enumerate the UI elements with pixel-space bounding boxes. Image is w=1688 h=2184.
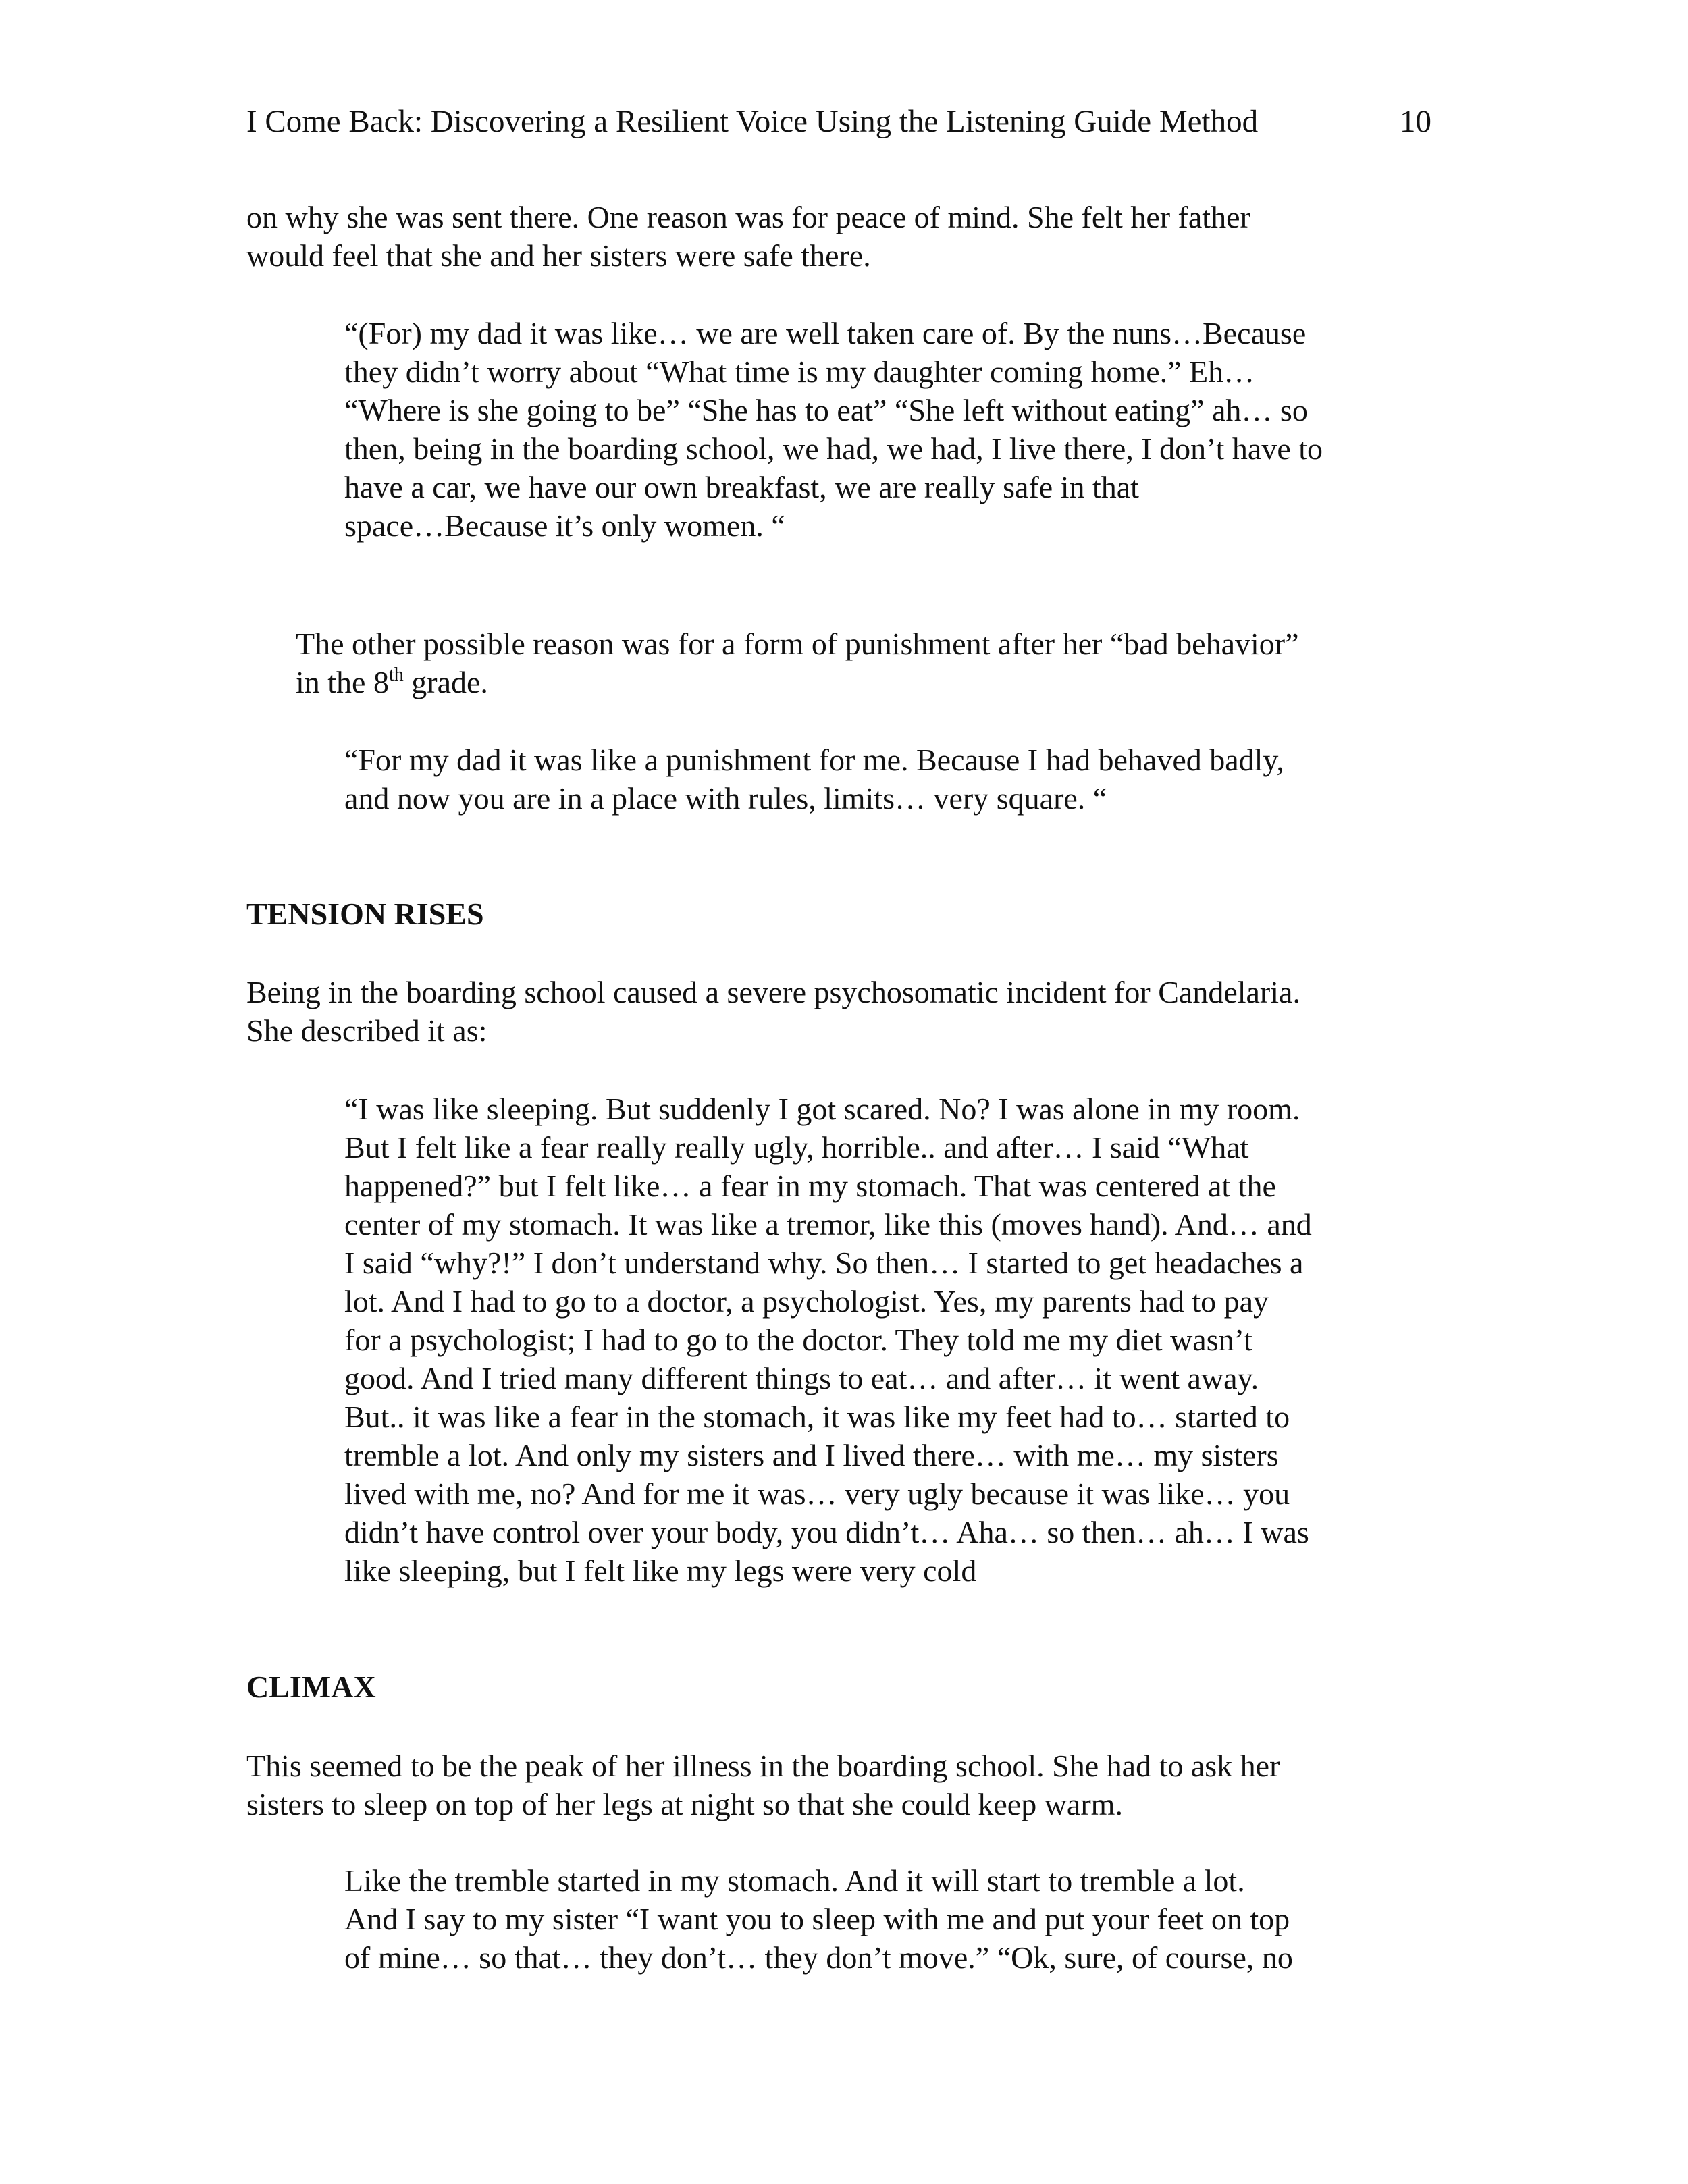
paragraph-line: sisters to sleep on top of her legs at night so that she could keep warm.	[246, 1787, 1123, 1821]
quote-line: But.. it was like a fear in the stomach, it was like my feet had to… started to	[344, 1400, 1290, 1434]
quote-line: for a psychologist; I had to go to the doctor. They told me my diet wasn’t	[344, 1323, 1252, 1357]
paragraph-psychosomatic-incident	[246, 973, 1435, 1050]
quote-line: center of my stomach. It was like a tremor, like this (moves hand). And… and	[344, 1207, 1312, 1242]
paragraph-peak-of-illness	[246, 1747, 1435, 1823]
running-header-title: I Come Back: Discovering a Resilient Voice Using the Listening Guide Method	[246, 104, 1259, 139]
quote-line: like sleeping, but I felt like my legs were very cold	[344, 1553, 977, 1588]
quote-tremble	[344, 1861, 1438, 1977]
paragraph-punishment-reason	[296, 624, 1437, 701]
quote-line: “(For) my dad it was like… we are well taken care of. By the nuns…Because	[344, 316, 1307, 350]
quote-line: didn’t have control over your body, you didn’t… Aha… so then… ah… I was	[344, 1515, 1309, 1549]
quote-line: have a car, we have our own breakfast, we are really safe in that	[344, 470, 1139, 504]
quote-line: lot. And I had to go to a doctor, a psychologist. Yes, my parents had to pay	[344, 1284, 1269, 1319]
quote-fear-in-stomach	[344, 1090, 1438, 1590]
paragraph-line	[296, 663, 1437, 701]
grade-text: in the 8	[296, 665, 389, 699]
quote-line: lived with me, no? And for me it was… very ugly because it was like… you	[344, 1476, 1290, 1511]
quote-line: happened?” but I felt like… a fear in my stomach. That was centered at the	[344, 1169, 1276, 1203]
paragraph-line: would feel that she and her sisters were safe there.	[246, 238, 871, 273]
quote-line: and now you are in a place with rules, limits… very square. “	[344, 781, 1107, 816]
section-heading-climax: CLIMAX	[246, 1670, 376, 1704]
quote-line: “I was like sleeping. But suddenly I got scared. No? I was alone in my room.	[344, 1092, 1300, 1126]
quote-line: “Where is she going to be” “She has to eat” “She left without eating” ah… so	[344, 393, 1308, 427]
quote-line: they didn’t worry about “What time is my daughter coming home.” Eh…	[344, 354, 1255, 389]
quote-line: But I felt like a fear really really ugly, horrible.. and after… I said “What	[344, 1130, 1249, 1165]
quote-punishment	[344, 741, 1438, 818]
quote-line: space…Because it’s only women. “	[344, 508, 785, 543]
paragraph-line: Being in the boarding school caused a severe psychosomatic incident for Candelaria.	[246, 975, 1300, 1009]
quote-line: tremble a lot. And only my sisters and I lived there… with me… my sisters	[344, 1438, 1279, 1472]
section-heading-tension-rises: TENSION RISES	[246, 897, 484, 931]
paragraph-line: She described it as:	[246, 1013, 487, 1048]
quote-line: Like the tremble started in my stomach. And it will start to tremble a lot.	[344, 1863, 1245, 1898]
quote-line: And I say to my sister “I want you to sleep with me and put your feet on top	[344, 1902, 1290, 1936]
paragraph-line: This seemed to be the peak of her illness in the boarding school. She had to ask her	[246, 1749, 1280, 1783]
quote-line: of mine… so that… they don’t… they don’t move.” “Ok, sure, of course, no	[344, 1940, 1293, 1975]
quote-line: I said “why?!” I don’t understand why. So then… I started to get headaches a	[344, 1246, 1304, 1280]
paragraph-line: on why she was sent there. One reason was for peace of mind. She felt her father	[246, 200, 1250, 234]
quote-line: then, being in the boarding school, we had, we had, I live there, I don’t have to	[344, 431, 1323, 466]
paragraph-line: The other possible reason was for a form of punishment after her “bad behavior”	[296, 627, 1299, 661]
quote-well-taken-care-of	[344, 314, 1438, 545]
quote-line: good. And I tried many different things to eat… and after… it went away.	[344, 1361, 1259, 1395]
page-number: 10	[1400, 104, 1431, 139]
quote-line: “For my dad it was like a punishment for me. Because I had behaved badly,	[344, 743, 1284, 777]
grade-text-end: grade.	[403, 665, 488, 699]
ordinal-superscript: th	[388, 664, 404, 685]
paragraph-peace-of-mind	[246, 198, 1435, 275]
